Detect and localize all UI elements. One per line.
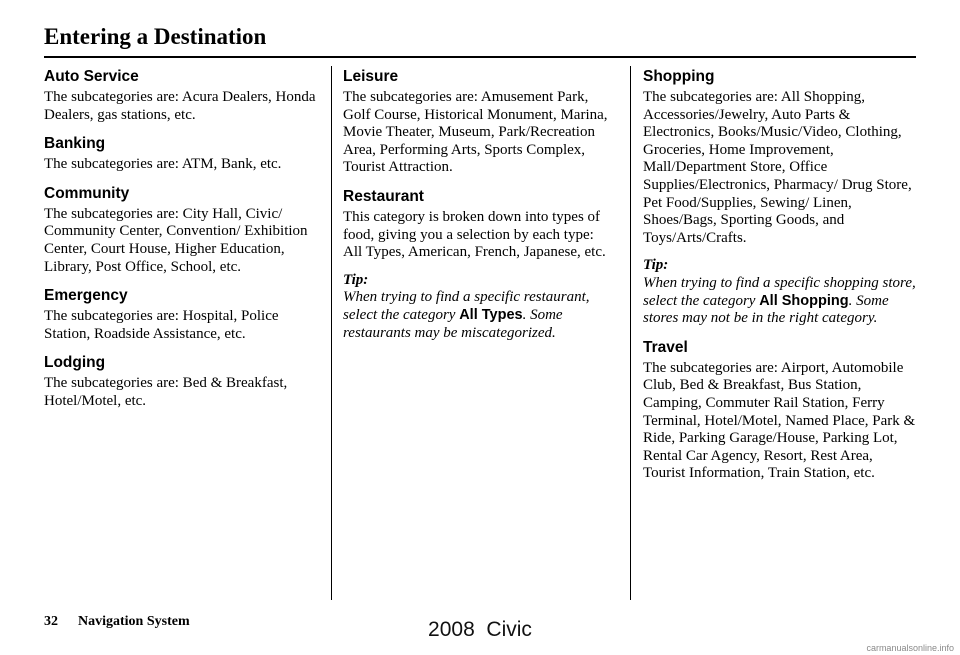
section-banking bbox=[44, 134, 322, 174]
section-body: The subcategories are: All Shopping, Accessories/Jewelry, Auto Parts & Electronics, Books/Music/Video, Clothing, Groceries, Home Improvement, Mall/Department Store, Office Supplies/Electronics, Pharmacy/ Drug Store, Pet Food/Supplies, Sewing/ Linen, Shoes/Bags, Sporting Goods, and Toys/Arts/Crafts. bbox=[643, 89, 912, 246]
section-body: The subcategories are: City Hall, Civic/ Community Center, Convention/ Exhibition Center, Court House, Higher Education, Library, Post Office, School, etc. bbox=[44, 205, 308, 275]
section-heading: Travel bbox=[643, 338, 688, 356]
section-body: The subcategories are: ATM, Bank, etc. bbox=[44, 156, 282, 173]
column-divider-1 bbox=[331, 66, 332, 600]
section-lodging bbox=[44, 353, 322, 410]
section-heading: Restaurant bbox=[343, 187, 424, 205]
tip-label: Tip: bbox=[343, 271, 369, 288]
section-heading: Leisure bbox=[343, 68, 399, 85]
column-3 bbox=[643, 67, 917, 493]
tip-text: . Some restaurants may be miscategorized. bbox=[343, 306, 563, 341]
tip-ui-term: All Shopping bbox=[759, 292, 849, 309]
section-heading: Lodging bbox=[44, 354, 106, 372]
section-restaurant bbox=[343, 187, 615, 262]
section-emergency bbox=[44, 286, 322, 343]
section-body: The subcategories are: Amusement Park, Golf Course, Historical Monument, Marina, Movie Theater, Museum, Park/Recreation Area, Performing Arts, Sports Complex, Tourist Attraction. bbox=[343, 89, 608, 176]
page-number: 32 bbox=[44, 614, 58, 629]
column-2 bbox=[343, 67, 615, 352]
section-heading: Shopping bbox=[643, 68, 715, 85]
tip-restaurant bbox=[343, 272, 615, 342]
section-body: This category is broken down into types of food, giving you a selection by each type: All Types, American, French, Japanese, etc. bbox=[343, 208, 606, 261]
section-body: The subcategories are: Airport, Automobile Club, Bed & Breakfast, Bus Station, Camping, Commuter Rail Station, Ferry Terminal, Hotel/Motel, Named Place, Park & Ride, Parking Garage/House, Parking Lot, Rental Car Agency, Resort, Rest Area, Tourist Information, Train Station, etc. bbox=[643, 359, 916, 482]
tip-text: When trying to find a specific restaurant, select the category bbox=[343, 289, 590, 323]
section-heading: Community bbox=[44, 184, 130, 202]
footer-section-label: Navigation System bbox=[78, 614, 190, 629]
page-title: Entering a Destination bbox=[44, 24, 267, 49]
model-label: 2008 Civic bbox=[428, 618, 532, 641]
tip-body bbox=[643, 275, 917, 328]
column-divider-2 bbox=[630, 66, 631, 600]
tip-text: When trying to find a specific shopping store, select the category bbox=[643, 274, 916, 309]
title-divider bbox=[44, 56, 916, 58]
column-1 bbox=[44, 67, 322, 421]
section-community bbox=[44, 184, 322, 276]
tip-ui-term: All Types bbox=[459, 306, 523, 323]
section-travel bbox=[643, 338, 917, 483]
section-heading: Banking bbox=[44, 135, 106, 153]
section-heading: Auto Service bbox=[44, 68, 139, 85]
section-heading: Emergency bbox=[44, 287, 128, 305]
section-body: The subcategories are: Hospital, Police Station, Roadside Assistance, etc. bbox=[44, 308, 279, 342]
section-body: The subcategories are: Bed & Breakfast, Hotel/Motel, etc. bbox=[44, 375, 288, 409]
section-body: The subcategories are: Acura Dealers, Honda Dealers, gas stations, etc. bbox=[44, 89, 316, 123]
watermark: carmanualsonline.info bbox=[866, 643, 954, 653]
tip-body bbox=[343, 289, 615, 342]
section-auto-service bbox=[44, 67, 322, 124]
section-shopping bbox=[643, 67, 917, 247]
tip-text: . Some stores may not be in the right category. bbox=[643, 292, 889, 327]
tip-label: Tip: bbox=[643, 257, 669, 274]
tip-shopping bbox=[643, 257, 917, 327]
section-leisure bbox=[343, 67, 615, 177]
